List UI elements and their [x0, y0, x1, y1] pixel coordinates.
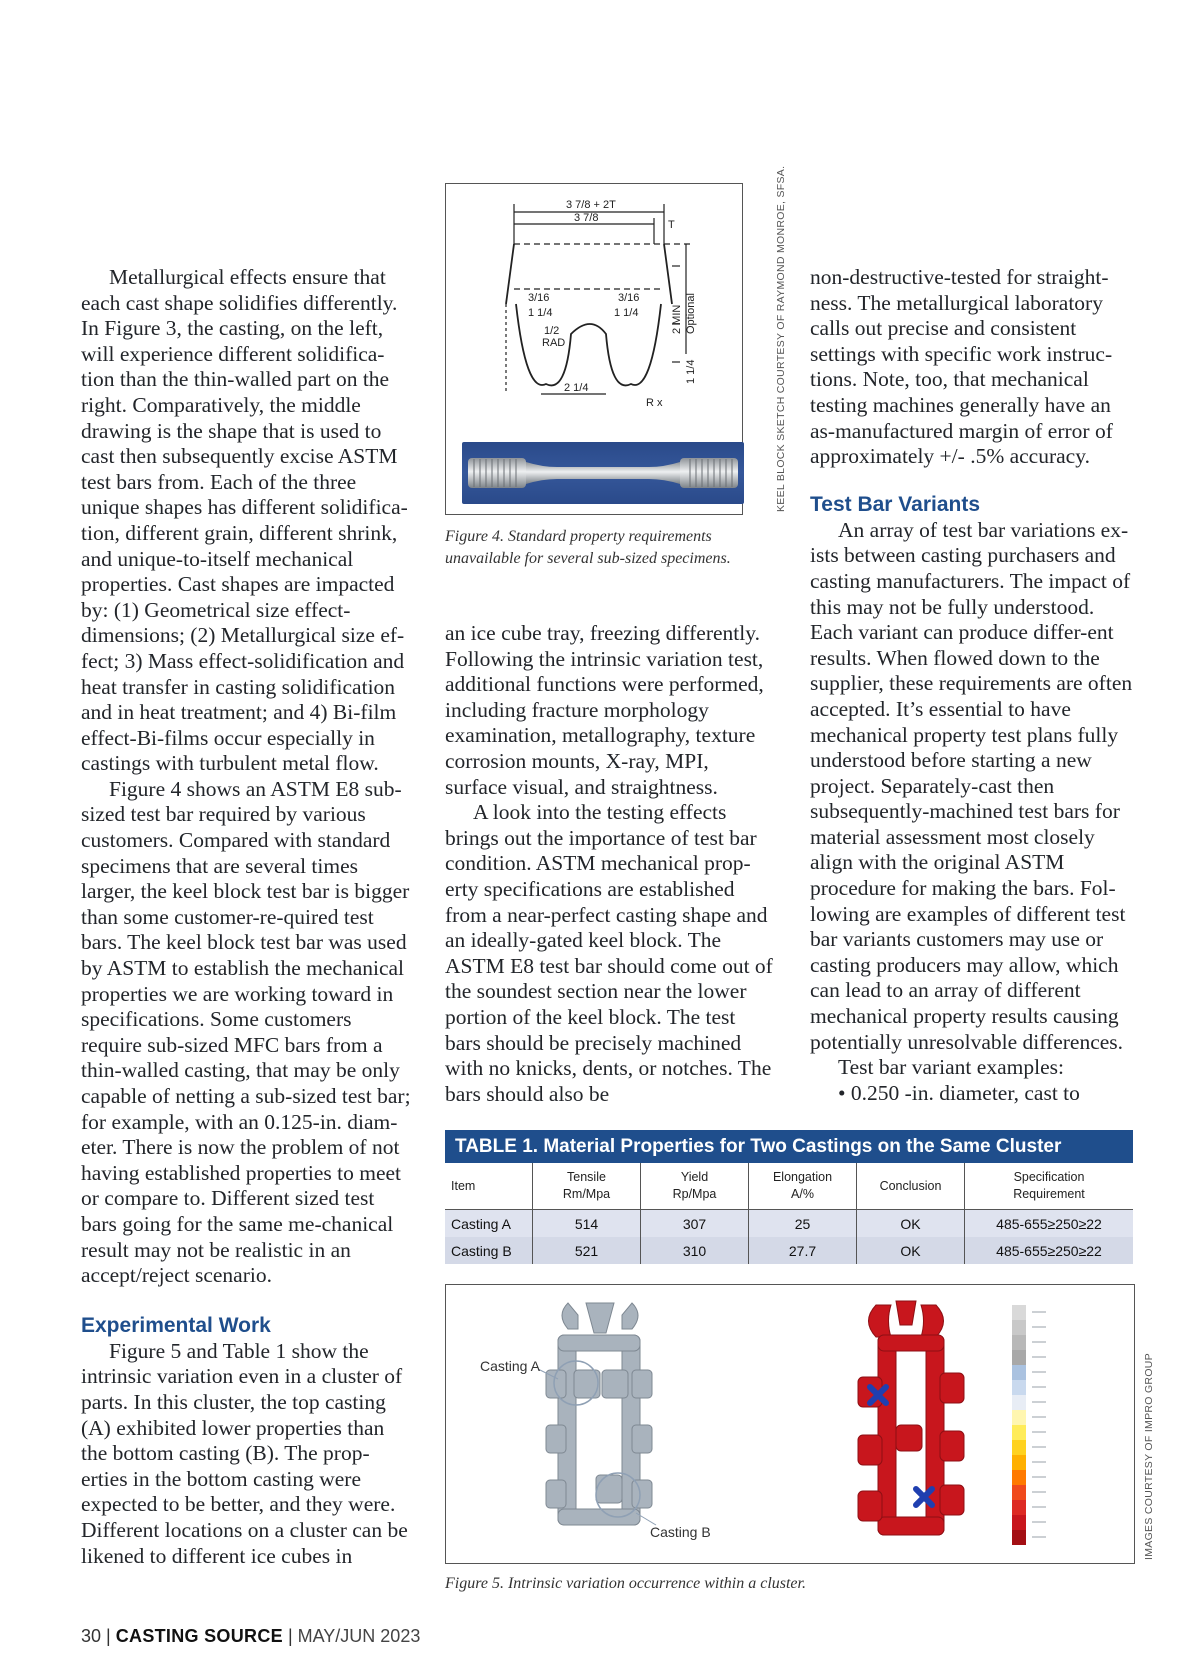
dim-bottom-2-1-4: 2 1/4: [564, 382, 589, 394]
column-header-specification: Specification Requirement: [965, 1163, 1134, 1210]
dim-top-outer: 3 7/8 + 2T: [566, 199, 616, 211]
cell-conclusion: OK: [857, 1210, 965, 1238]
dim-rad: RAD: [542, 337, 566, 349]
figure-4-credit: KEEL BLOCK SKETCH COURTESY OF RAYMOND MONROE, SFSA.: [775, 165, 787, 512]
cell-item: Casting A: [445, 1210, 533, 1238]
paragraph: Test bar variant examples:: [838, 1055, 1064, 1080]
column-header-tensile: Tensile Rm/Mpa: [533, 1163, 641, 1210]
table-title: TABLE 1. Material Properties for Two Castings on the Same Cluster: [445, 1130, 1133, 1163]
paragraph: An array of test bar variations ex-ists between casting purchasers and casting manufacturers. The impact of this may not be fully understood. Each variant can produce differ-ent results. When flowed down to the supplier, these requirements are often accepted. It’s essential to have mechanical property test plans fully understood before starting a new project. Separately-cast then subsequently-machined test bars for material assessment most closely align with the original ASTM procedure for making the bars. Fol-lowing are examples of different test bar variants customers may use or casting producers may allow, which can lead to an array of different mechanical property results causing potentially unresolvable differences.: [810, 517, 1133, 1054]
cell-spec: 485-655≥250≥22: [965, 1237, 1134, 1264]
dim-left-3-16: 3/16: [528, 292, 550, 304]
label-casting-b: Casting B: [650, 1524, 711, 1540]
cell-elongation: 25: [749, 1210, 857, 1238]
cell-yield: 307: [641, 1210, 749, 1238]
dim-top-inner: 3 7/8: [574, 212, 599, 224]
issue-date: MAY/JUN 2023: [297, 1626, 421, 1646]
dim-left-1-1-4: 1 1/4: [528, 307, 553, 319]
dim-height-1-1-4: 1 1/4: [685, 359, 697, 384]
figure-4: [445, 183, 743, 515]
dim-2-min: 2 MIN: [671, 304, 683, 334]
cell-item: Casting B: [445, 1237, 533, 1264]
cell-spec: 485-655≥250≥22: [965, 1210, 1134, 1238]
publication-name: CASTING SOURCE: [115, 1626, 283, 1646]
dim-optional: Optional: [685, 293, 697, 334]
page-footer: 30 | CASTING SOURCE | MAY/JUN 2023: [81, 1626, 421, 1646]
list-item: • 0.250 -in. diameter, cast to: [838, 1080, 1080, 1105]
column-header-item: Item: [445, 1163, 533, 1210]
cell-tensile: 514: [533, 1210, 641, 1238]
figure-4-caption: Figure 4. Standard property requirements unavailable for several sub-sized specimens.: [445, 528, 731, 567]
material-properties-table: [445, 1163, 1133, 1264]
dim-right-1-1-4: 1 1/4: [614, 307, 639, 319]
grey-cluster: [546, 1303, 652, 1525]
dim-right-3-16: 3/16: [618, 292, 640, 304]
figure-5-credit: IMAGES COURTESY OF IMPRO GROUP: [1143, 1353, 1155, 1560]
table-row: [445, 1210, 1133, 1238]
paragraph: an ice cube tray, freezing differently. Following the intrinsic variation test, additional functions were performed, including fracture morphology examination, metallography, texture corrosion mounts, X-ray, MPI, surface visual, and straightness.: [445, 621, 764, 799]
column-header-conclusion: Conclusion: [857, 1163, 965, 1210]
column-3: [810, 265, 1140, 1106]
cluster-simulation-image: [446, 1285, 1134, 1563]
paragraph: Figure 4 shows an ASTM E8 sub-sized test bar required by various customers. Compared with standard specimens that are several times larger, the keel block test bar is bigger than some customer-re-quired test bars. The keel block test bar was used by ASTM to establish the mechanical properties we are working toward in specifications. Some customers require sub-sized MFC bars from a thin-walled casting, that may be only capable of netting a sub-sized test bar; for example, with an 0.125-in. diam-eter. There is now the problem of not having established properties to meet or compare to. Different sized test bars going for the same me-chanical result may not be realistic in an accept/reject scenario.: [81, 776, 411, 1288]
dim-t: T: [668, 219, 675, 231]
cell-tensile: 521: [533, 1237, 641, 1264]
figure-5-caption: Figure 5. Intrinsic variation occurrence within a cluster.: [445, 1575, 806, 1592]
column-header-elongation: Elongation A/%: [749, 1163, 857, 1210]
column-1: [81, 265, 411, 1569]
paragraph: Metallurgical effects ensure that each cast shape solidifies differently. In Figure 3, the casting, on the left, will experience different solidifica-tion than the thin-walled part on the right. Comparatively, the middle drawing is the shape that is used to cast then subsequently excise ASTM test bars from. Each of the three unique shapes has different solidifica-tion, different grain, different shrink, and unique-to-itself mechanical properties. Cast shapes are impacted by: (1) Geometrical size effect-dimensions; (2) Metallurgical size ef-fect; 3) Mass effect-solidification and heat transfer in casting solidification and in heat treatment; and 4) Bi-film effect-Bi-films occur especially in castings with turbulent metal flow.: [81, 265, 408, 776]
table-row: [445, 1237, 1133, 1264]
figure-5: [445, 1284, 1135, 1564]
section-heading-experimental-work: Experimental Work: [81, 1313, 271, 1337]
paragraph: Figure 5 and Table 1 show the intrinsic variation even in a cluster of parts. In this cluster, the top casting (A) exhibited lower properties than the bottom casting (B). The prop-erties in the bottom casting were expected to be better, and they were. Different locations on a cluster can be likened to different ice cubes in: [81, 1338, 408, 1568]
paragraph: non-destructive-tested for straight-ness. The metallurgical laboratory calls out precise and consistent settings with specific work instruc-tions. Note, too, that mechanical testing machines generally have an as-manufactured margin of error of approximately +/- .5% accuracy.: [810, 265, 1113, 469]
column-header-yield: Yield Rp/Mpa: [641, 1163, 749, 1210]
column-2: [445, 621, 775, 1107]
cell-yield: 310: [641, 1237, 749, 1264]
keel-block-sketch: [446, 184, 742, 434]
cell-conclusion: OK: [857, 1237, 965, 1264]
cell-elongation: 27.7: [749, 1237, 857, 1264]
paragraph: A look into the testing effects brings out the importance of test bar condition. ASTM mechanical prop-erty specifications are established from a near-perfect casting shape and an ideally-gated keel block. The ASTM E8 test bar should come out of the soundest section near the lower portion of the keel block. The test bars should be precisely machined with no knicks, dents, or notches. The bars should also be: [445, 800, 773, 1106]
color-scale-legend: [1012, 1305, 1046, 1545]
page-number: 30: [81, 1626, 102, 1646]
test-bar-photo: [462, 442, 744, 504]
section-heading-test-bar-variants: Test Bar Variants: [810, 492, 981, 516]
label-casting-a: Casting A: [480, 1358, 540, 1374]
dim-rx: R x: [646, 397, 663, 409]
red-cluster: [858, 1301, 964, 1535]
dim-rad-value: 1/2: [544, 325, 560, 337]
table-1: [445, 1130, 1133, 1264]
